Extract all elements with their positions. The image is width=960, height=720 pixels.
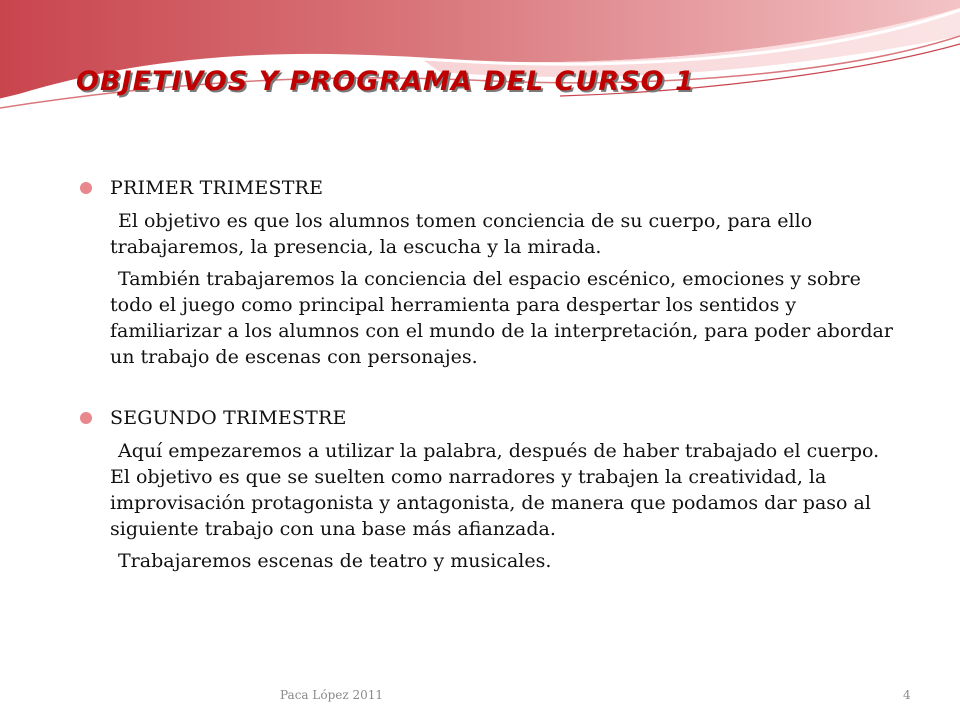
section-paragraph: [110, 548, 900, 574]
slide-content: [80, 174, 900, 574]
section-primer-trimestre: [80, 174, 900, 370]
section-paragraph: [110, 438, 900, 542]
footer-author: Paca López 2011: [280, 688, 384, 702]
bullet-icon: [80, 182, 92, 194]
page-number: 4: [903, 688, 911, 702]
section-paragraph: [110, 266, 900, 370]
bullet-icon: [80, 412, 92, 424]
paragraph-text: También trabajaremos la conciencia del espacio escénico, emociones y sobre todo el juego como principal herramienta para despertar los sentidos y familiarizar a los alumnos con el mundo de la interpretación, para poder abordar un trabajo de escenas con personajes.: [110, 268, 893, 368]
section-heading: SEGUNDO TRIMESTRE: [110, 407, 347, 429]
paragraph-text: Aquí empezaremos a utilizar la palabra, después de haber trabajado el cuerpo. El objetivo es que se suelten como narradores y trabajen la creatividad, la improvisación protagonista y antagonista, de manera que podamos dar paso al siguiente trabajo con una base más afianzada.: [110, 440, 880, 540]
section-heading: PRIMER TRIMESTRE: [110, 177, 324, 199]
paragraph-text: El objetivo es que los alumnos tomen conciencia de su cuerpo, para ello trabajaremos, la presencia, la escucha y la mirada.: [110, 210, 813, 258]
slide-title: OBJETIVOS Y PROGRAMA DEL CURSO 1: [76, 66, 695, 97]
section-paragraph: [110, 208, 900, 260]
section-segundo-trimestre: [80, 404, 900, 574]
paragraph-text: Trabajaremos escenas de teatro y musicales.: [118, 550, 552, 572]
